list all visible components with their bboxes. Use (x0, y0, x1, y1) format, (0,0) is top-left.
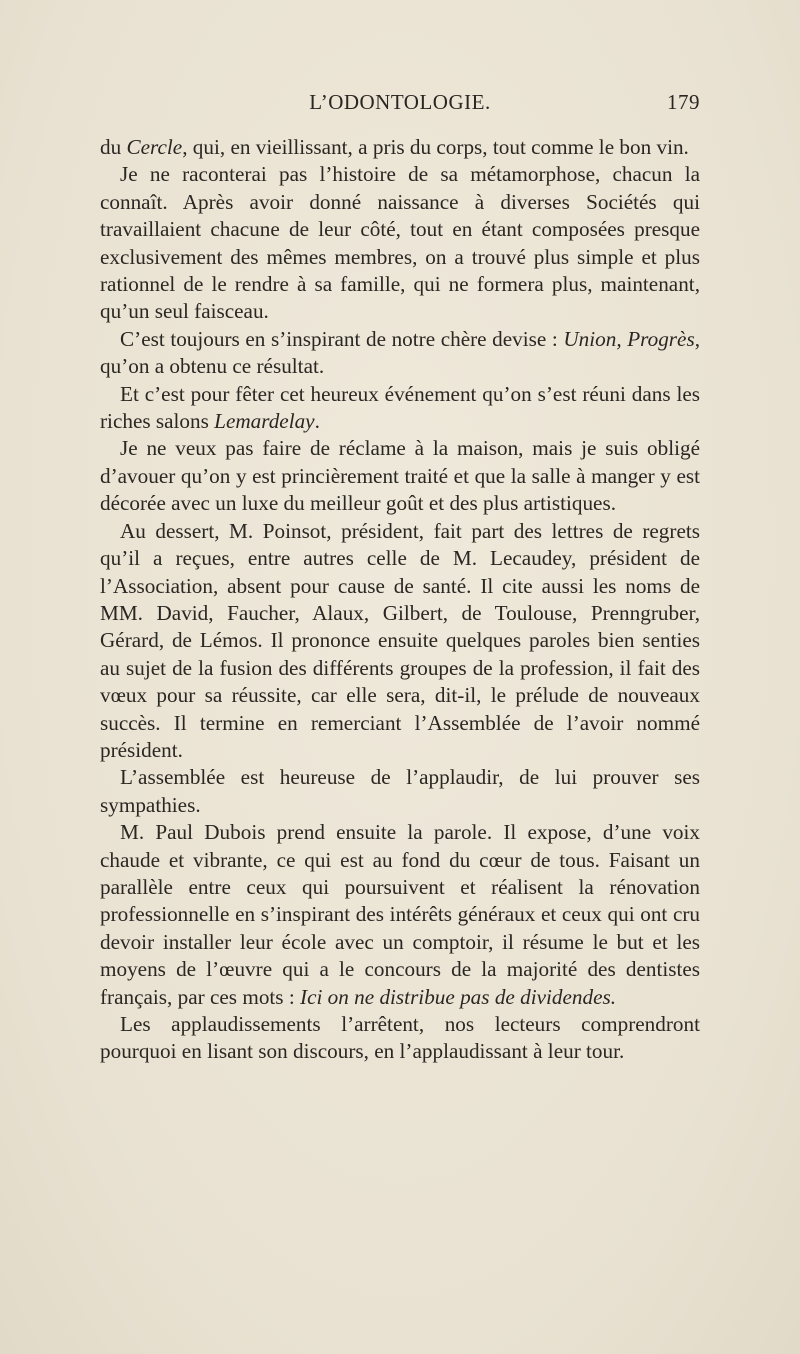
text-segment: . (314, 409, 320, 434)
paragraph-4 (100, 381, 700, 436)
paragraph-5 (100, 435, 700, 517)
italic-segment: Union, Progrès (563, 326, 695, 351)
text-segment: M. Paul Dubois prend ensuite la parole. Il expose, d’une voix chaude et vibrante, ce qui est au fond du cœur de tous. Faisant un parallèle entre ceux qui poursuivent et réalisent la rénovation professionnelle en s’inspirant des intérêts généraux et ceux qui ont cru devoir installer leur école avec un comptoir, il résume le but et les moyens de l’œuvre qui a le concours de la majorité des dentistes français, par ces mots : (100, 820, 700, 1009)
text-segment: du (100, 135, 127, 159)
text-segment: , qu’on a obtenu ce résultat. (100, 326, 700, 379)
text-segment: Et c’est pour fêter cet heureux événement qu’on s’est réuni dans les riches salons (100, 381, 700, 434)
paragraph-1 (100, 134, 700, 161)
text-segment: Au dessert, M. Poinsot, président, fait part des lettres de regrets qu’il a reçues, entre autres celle de M. Lecaudey, président de l’Association, absent pour cause de santé. Il cite aussi les noms de MM. David, Faucher, Alaux, Gilbert, de Toulouse, Prenngruber, Gérard, de Lémos. Il prononce ensuite quelques paroles bien senties au sujet de la fusion des différents groupes de la profession, il fait des vœux pour sa réussite, car elle sera, dit-il, le prélude de nouveaux succès. Il termine en remerciant l’Assemblée de l’avoir nommé président. (100, 518, 700, 762)
italic-segment: Cercle (126, 135, 183, 159)
paragraph-9 (100, 1011, 700, 1066)
text-segment: C’est toujours en s’inspirant de notre chère devise : (120, 326, 564, 351)
text-segment: Les applaudissements l’arrêtent, nos lecteurs comprendront pourquoi en lisant son discours, en l’applaudissant à leur tour. (100, 1012, 700, 1064)
italic-segment: Ici on ne distribue pas de dividendes. (300, 984, 617, 1009)
italic-segment: Lemardelay (214, 409, 315, 434)
paragraph-8 (100, 819, 700, 1011)
body-text (100, 134, 700, 1066)
paragraph-6 (100, 518, 700, 765)
text-segment: Je ne veux pas faire de réclame à la maison, mais je suis obligé d’avouer qu’on y est princièrement traité et que la salle à manger y est décorée avec un luxe du meilleur goût et des plus artistiques. (100, 436, 700, 516)
paragraph-2 (100, 161, 700, 325)
text-segment: , qui, en vieillissant, a pris du corps, tout comme le bon vin. (182, 135, 689, 159)
text-segment: L’assemblée est heureuse de l’applaudir, de lui prouver ses sympathies. (100, 765, 700, 817)
running-title: L’ODONTOLOGIE. (309, 90, 491, 114)
paragraph-7 (100, 764, 700, 819)
paragraph-3 (100, 326, 700, 381)
text-segment: Je ne raconterai pas l’histoire de sa métamorphose, chacun la connaît. Après avoir donné naissance à diverses Sociétés qui travaillaient chacune de leur côté, tout en étant composées presque exclusivement des mêmes membres, on a trouvé plus simple et plus rationnel de le rendre à sa famille, qui ne formera plus, maintenant, qu’un seul faisceau. (100, 162, 700, 324)
running-header (100, 90, 700, 120)
page-number: 179 (667, 90, 700, 114)
